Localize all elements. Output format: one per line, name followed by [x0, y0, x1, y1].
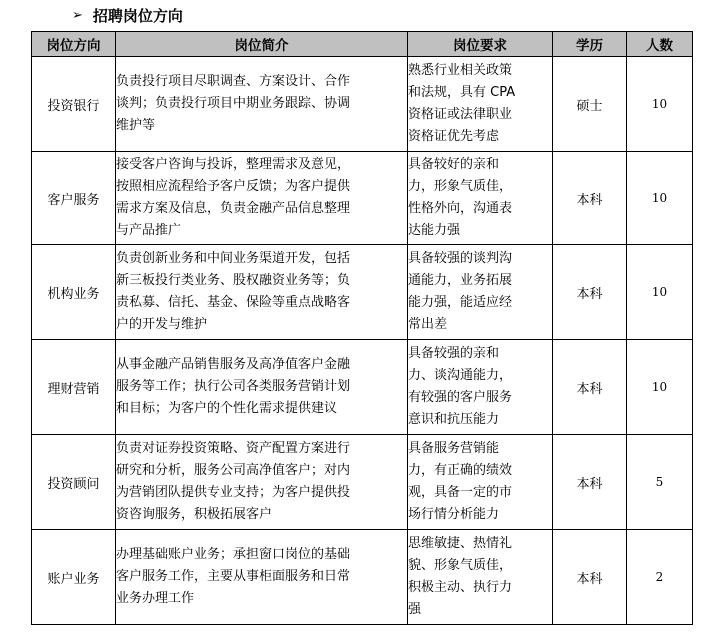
degree-cell: 本科	[553, 530, 627, 625]
table-row	[32, 57, 693, 152]
degree-cell: 本科	[553, 340, 627, 435]
table-row	[32, 340, 693, 435]
position-name-cell: 账户业务	[32, 530, 116, 625]
description-line: 户的开发与维护	[116, 317, 208, 332]
requirement-line: 达能力强	[408, 223, 461, 238]
description-line: 负责对证券投资策略、资产配置方案进行	[116, 441, 351, 456]
table-row	[32, 245, 693, 340]
position-requirements-cell	[408, 435, 553, 530]
requirement-line: 力，形象气质佳，	[408, 179, 513, 194]
position-name-cell: 机构业务	[32, 245, 116, 340]
description-line: 业务办理工作	[116, 591, 195, 606]
description-line: 需求方案及信息，负责金融产品信息整理	[116, 201, 351, 216]
requirement-line: 能力强，能适应经	[408, 295, 513, 310]
section-title: 招聘岗位方向	[92, 6, 183, 25]
table-row	[32, 435, 693, 530]
requirement-line: 力、谈沟通能力，	[408, 368, 513, 383]
description-line: 研究和分析，服务公司高净值客户；对内	[116, 463, 351, 478]
description-line: 资咨询服务，积极拓展客户	[116, 507, 273, 522]
requirement-line: 意识和抗压能力	[408, 412, 500, 427]
description-line: 负责投行项目尽职调查、方案设计、合作	[116, 74, 351, 89]
requirement-line: 貌、形象气质佳，	[408, 558, 513, 573]
position-description-cell	[116, 152, 408, 245]
position-name-cell: 投资顾问	[32, 435, 116, 530]
headcount-cell: 5	[627, 435, 693, 530]
header-description: 岗位简介	[116, 32, 408, 57]
header-count: 人数	[627, 32, 693, 57]
headcount-cell: 10	[627, 57, 693, 152]
position-requirements-cell	[408, 245, 553, 340]
headcount-cell: 10	[627, 152, 693, 245]
requirement-line: 具备较好的亲和	[408, 157, 500, 172]
requirement-line: 资格证优先考虑	[408, 129, 500, 144]
position-name-cell: 理财营销	[32, 340, 116, 435]
description-line: 为营销团队提供专业支持；为客户提供投	[116, 485, 351, 500]
description-line: 负责创新业务和中间业务渠道开发，包括	[116, 251, 351, 266]
position-description-cell	[116, 245, 408, 340]
requirement-line: 熟悉行业相关政策	[408, 63, 513, 78]
requirement-line: 具备较强的亲和	[408, 346, 500, 361]
requirement-line: 场行情分析能力	[408, 507, 500, 522]
description-line: 办理基础账户业务；承担窗口岗位的基础	[116, 547, 351, 562]
table-row	[32, 152, 693, 245]
headcount-cell: 10	[627, 340, 693, 435]
description-line: 按照相应流程给予客户反馈；为客户提供	[116, 179, 351, 194]
requirement-line: 通能力，业务拓展	[408, 273, 513, 288]
header-position: 岗位方向	[32, 32, 116, 57]
headcount-cell: 2	[627, 530, 693, 625]
position-requirements-cell	[408, 530, 553, 625]
description-line: 和目标；为客户的个性化需求提供建议	[116, 401, 338, 416]
header-degree: 学历	[553, 32, 627, 57]
position-description-cell	[116, 57, 408, 152]
requirement-line: 具备较强的谈判沟	[408, 251, 513, 266]
position-requirements-cell	[408, 340, 553, 435]
recruitment-table	[31, 31, 693, 625]
description-line: 客户服务工作，主要从事柜面服务和日常	[116, 569, 351, 584]
requirement-line: 强	[408, 602, 422, 617]
requirement-line: 和法规，具有 CPA	[408, 85, 516, 100]
header-requirements: 岗位要求	[408, 32, 553, 57]
degree-cell: 本科	[553, 152, 627, 245]
description-line: 服务等工作；执行公司各类服务营销计划	[116, 379, 351, 394]
description-line: 从事金融产品销售服务及高净值客户金融	[116, 357, 351, 372]
requirement-line: 具备服务营销能	[408, 441, 500, 456]
position-name-cell: 客户服务	[32, 152, 116, 245]
description-line: 谈判；负责投行项目中期业务跟踪、协调	[116, 96, 351, 111]
requirement-line: 观，具备一定的市	[408, 485, 513, 500]
position-requirements-cell	[408, 57, 553, 152]
requirement-line: 资格证或法律职业	[408, 107, 513, 122]
description-line: 与产品推广	[116, 223, 182, 238]
position-description-cell	[116, 435, 408, 530]
requirement-line: 性格外向，沟通表	[408, 201, 513, 216]
section-heading	[72, 4, 183, 26]
table-row	[32, 530, 693, 625]
position-description-cell	[116, 530, 408, 625]
description-line: 责私募、信托、基金、保险等重点战略客	[116, 295, 351, 310]
position-name-cell: 投资银行	[32, 57, 116, 152]
table-header-row	[32, 32, 693, 57]
requirement-line: 力，有正确的绩效	[408, 463, 513, 478]
headcount-cell: 10	[627, 245, 693, 340]
description-line: 新三板投行类业务、股权融资业务等；负	[116, 273, 351, 288]
degree-cell: 硕士	[553, 57, 627, 152]
degree-cell: 本科	[553, 245, 627, 340]
description-line: 维护等	[116, 118, 156, 133]
position-requirements-cell	[408, 152, 553, 245]
requirement-line: 常出差	[408, 317, 448, 332]
requirement-line: 思维敏捷、热情礼	[408, 536, 513, 551]
position-description-cell	[116, 340, 408, 435]
requirement-line: 有较强的客户服务	[408, 390, 513, 405]
arrow-bullet-icon: ➢	[72, 7, 83, 23]
requirement-line: 积极主动、执行力	[408, 580, 513, 595]
degree-cell: 本科	[553, 435, 627, 530]
description-line: 接受客户咨询与投诉，整理需求及意见，	[116, 157, 351, 172]
